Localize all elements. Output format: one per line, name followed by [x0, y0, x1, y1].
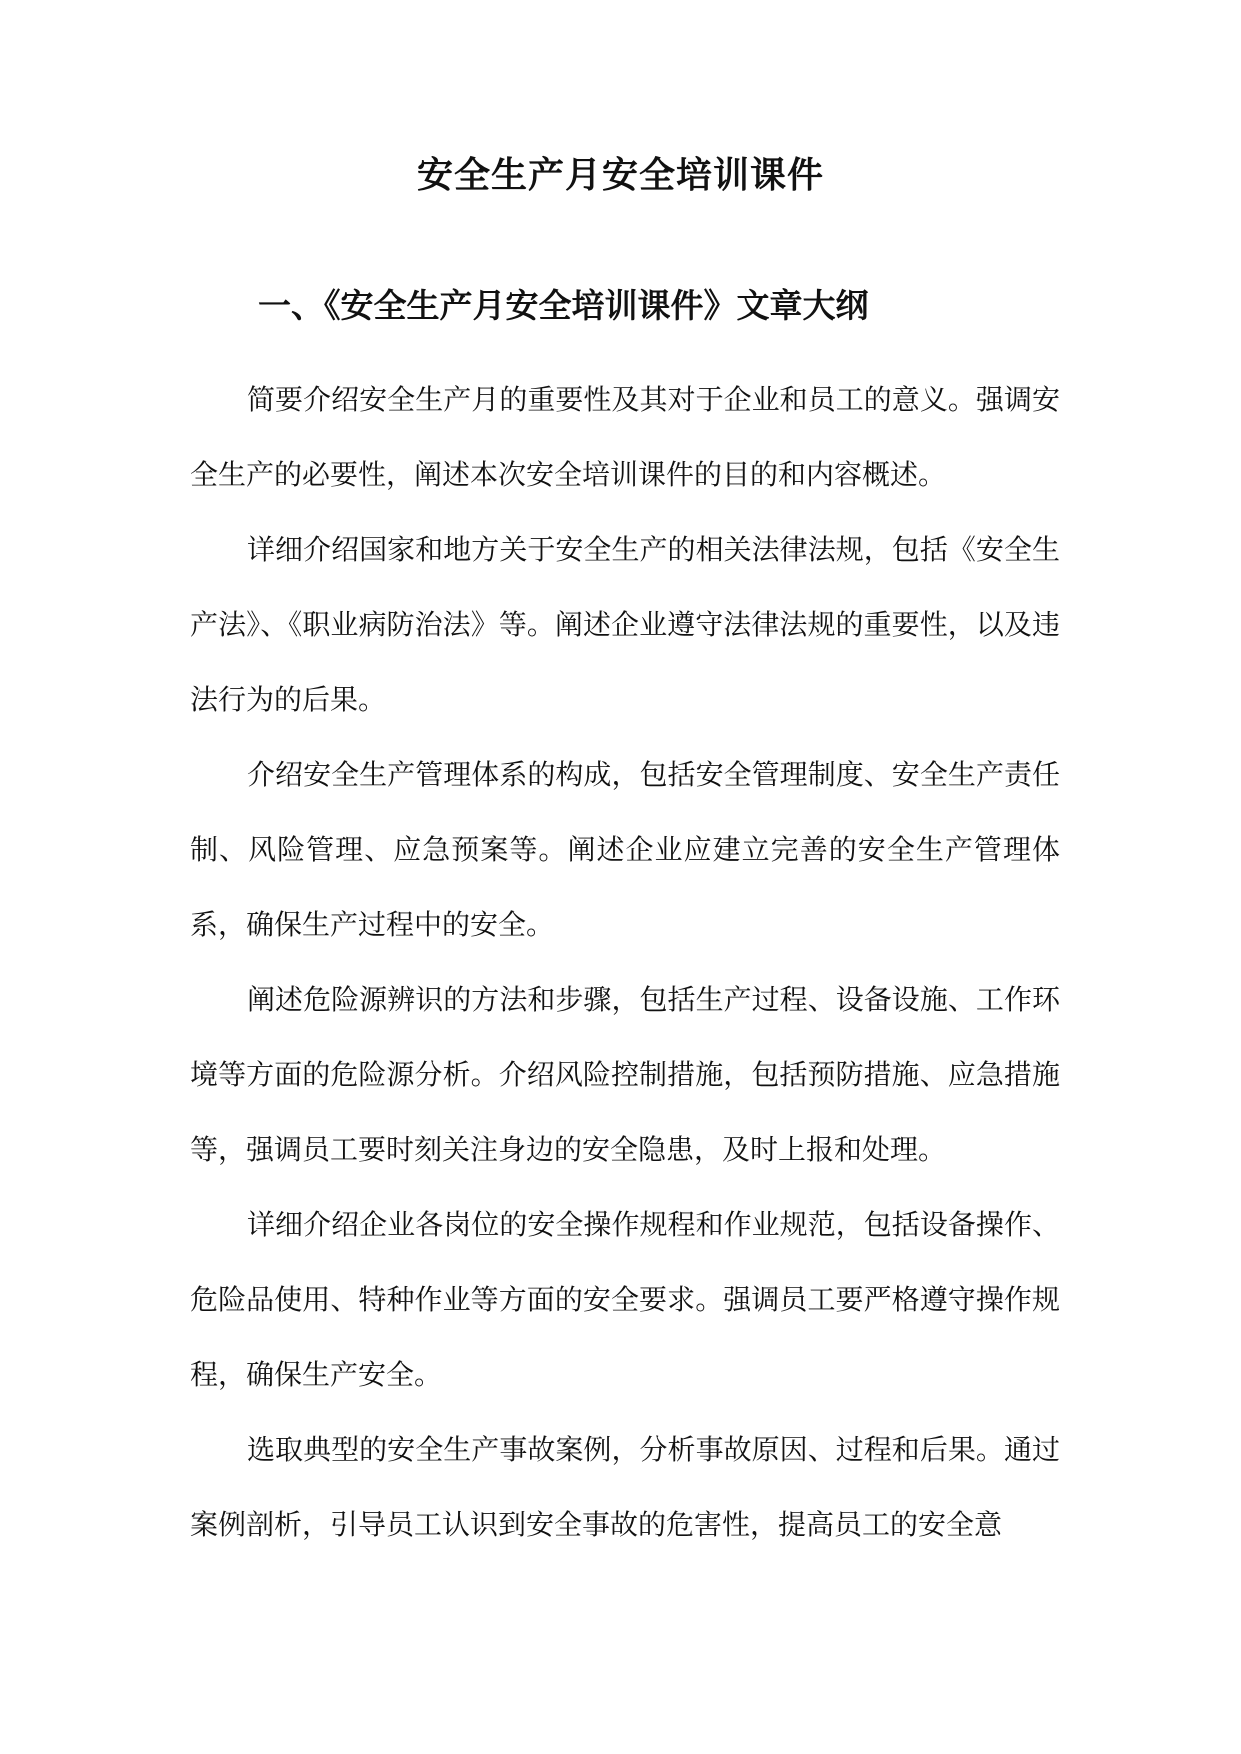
paragraph: 阐述危险源辨识的方法和步骤，包括生产过程、设备设施、工作环境等方面的危险源分析。介绍风险控制措施，包括预防措施、应急措施等，强调员工要时刻关注身边的安全隐患，及时上报和处理。: [190, 983, 1060, 1166]
page-title: 安全生产月安全培训课件: [416, 154, 824, 196]
section-heading: 一、《安全生产月安全培训课件》文章大纲: [258, 286, 869, 325]
document-body: [190, 362, 1060, 1562]
paragraph: 介绍安全生产管理体系的构成，包括安全管理制度、安全生产责任制、风险管理、应急预案等。阐述企业应建立完善的安全生产管理体系，确保生产过程中的安全。: [190, 758, 1060, 941]
paragraph: 详细介绍企业各岗位的安全操作规程和作业规范，包括设备操作、危险品使用、特种作业等方面的安全要求。强调员工要严格遵守操作规程，确保生产安全。: [190, 1208, 1060, 1391]
paragraph: 详细介绍国家和地方关于安全生产的相关法律法规，包括《安全生产法》、《职业病防治法》等。阐述企业遵守法律法规的重要性，以及违法行为的后果。: [190, 533, 1060, 716]
paragraph: 选取典型的安全生产事故案例，分析事故原因、过程和后果。通过案例剖析，引导员工认识到安全事故的危害性，提高员工的安全意: [190, 1433, 1060, 1541]
paragraph: 简要介绍安全生产月的重要性及其对于企业和员工的意义。强调安全生产的必要性，阐述本次安全培训课件的目的和内容概述。: [190, 383, 1060, 491]
